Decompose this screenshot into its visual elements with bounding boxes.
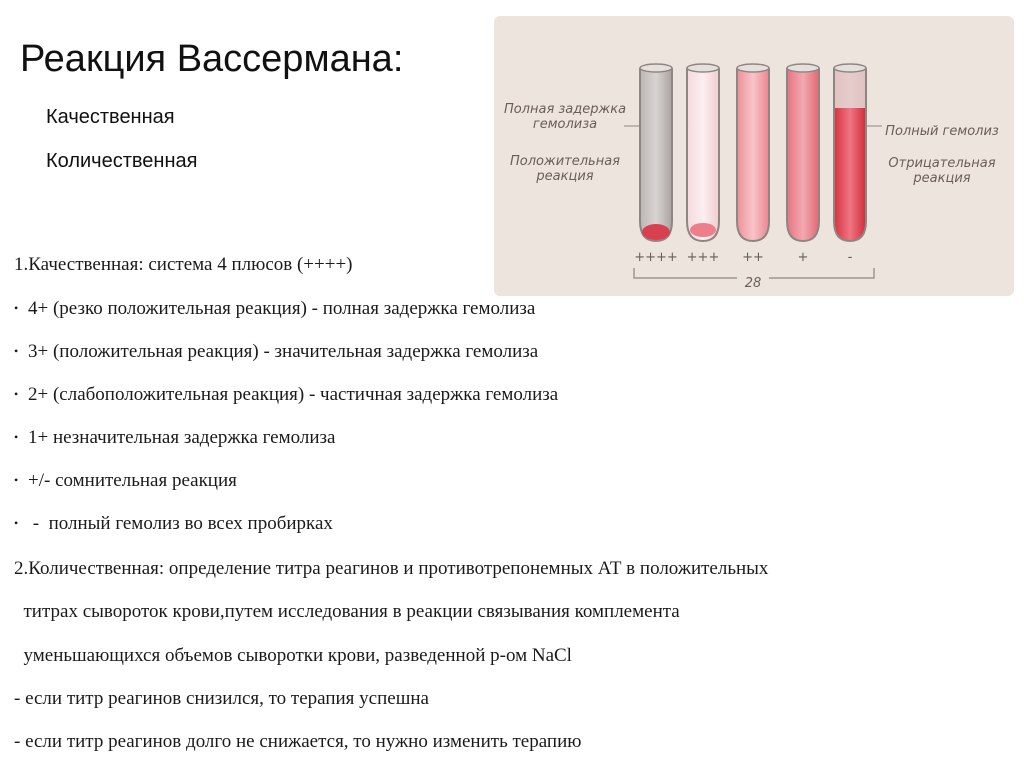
- list-item: • 3+ (положительная реакция) - значительная задержка гемолиза: [14, 341, 539, 362]
- heading-quantitative-line-2: титрах сывороток крови,путем исследования в реакции связывания комплемента: [14, 601, 680, 622]
- list-item: • 1+ незначительная задержка гемолиза: [14, 427, 336, 448]
- list-item: • - полный гемолиз во всех пробирках: [14, 513, 333, 534]
- heading-quantitative-line-3: уменьшающихся объемов сыворотки крови, разведенной р-ом NaCl: [14, 645, 572, 666]
- page-title: Реакция Вассермана:: [20, 38, 404, 80]
- therapy-note-1: - если титр реагинов снизился, то терапия успешна: [14, 688, 429, 709]
- bullet: •: [14, 387, 19, 401]
- list-item: • 4+ (резко положительная реакция) - полная задержка гемолиза: [14, 298, 536, 319]
- tube-mark-5: -: [847, 250, 853, 265]
- tube-mark-4: +: [797, 250, 809, 265]
- label-positive: Положительная реакция: [510, 154, 620, 184]
- tube-1: [640, 64, 672, 241]
- subtitle-quantitative: Количественная: [46, 150, 198, 172]
- therapy-note-2: - если титр реагинов долго не снижается, то нужно изменить терапию: [14, 731, 582, 752]
- label-full-hemolysis: Полный гемолиз: [885, 124, 999, 139]
- label-negative: Отрицательная реакция: [888, 156, 996, 186]
- tube-2: [687, 64, 719, 241]
- heading-qualitative: 1.Качественная: система 4 плюсов (++++): [14, 254, 353, 275]
- tube-mark-1: ++++: [634, 250, 678, 265]
- bullet: •: [14, 430, 19, 444]
- label-full-delay: Полная задержка гемолиза: [503, 102, 627, 132]
- list-item: • 2+ (слабоположительная реакция) - частичная задержка гемолиза: [14, 384, 559, 405]
- tube-mark-2: +++: [686, 250, 720, 265]
- test-tubes-figure: [494, 16, 1014, 296]
- bullet: •: [14, 473, 19, 487]
- bullet: •: [14, 344, 19, 358]
- tube-3: [737, 64, 769, 241]
- heading-quantitative-line-1: 2.Количественная: определение титра реагинов и противотрепонемных АТ в положительных: [14, 558, 769, 579]
- bullet: •: [14, 516, 19, 530]
- tube-5: [834, 64, 866, 241]
- subtitle-qualitative: Качественная: [46, 106, 175, 128]
- tube-4: [787, 64, 819, 241]
- tube-mark-3: ++: [742, 250, 764, 265]
- bullet: •: [14, 301, 19, 315]
- figure-number: 28: [737, 276, 769, 291]
- list-item: • +/- сомнительная реакция: [14, 470, 237, 491]
